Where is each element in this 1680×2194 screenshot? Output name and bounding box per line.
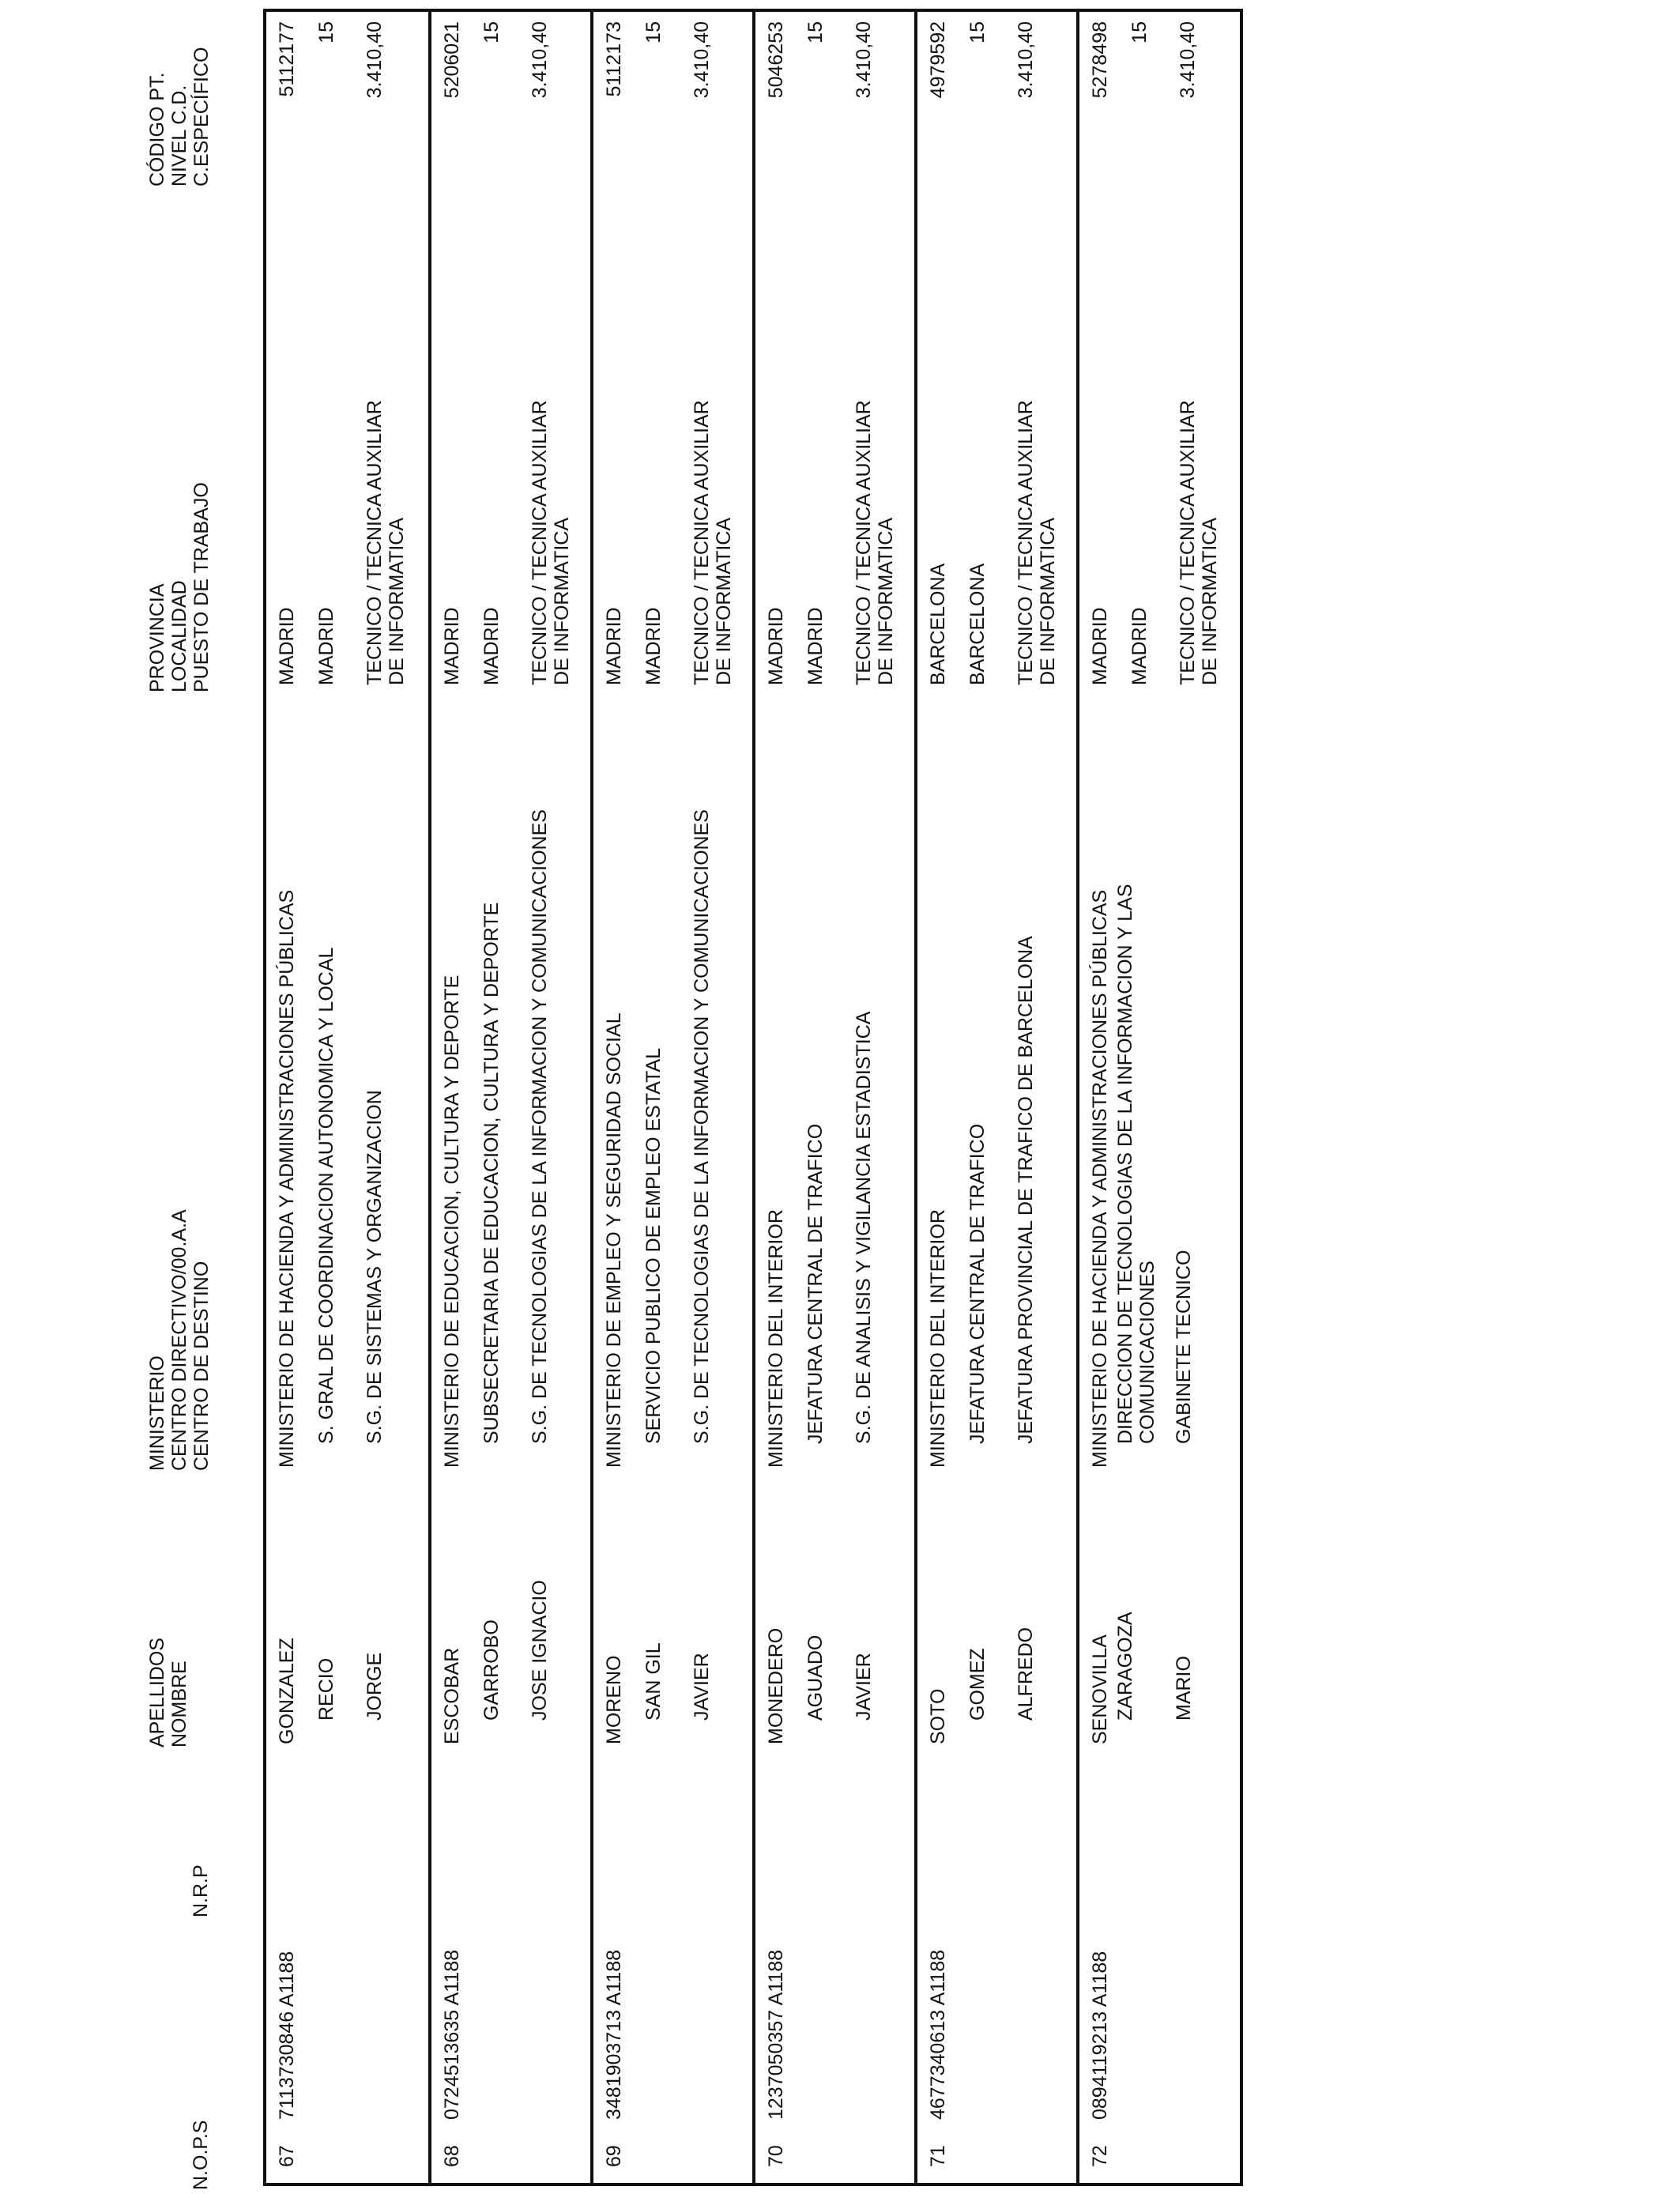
row-nombre: JORGE [363,1652,386,1721]
header-nops-label: N.O.P.S [190,2120,212,2190]
row-nops: 70 [765,2145,787,2167]
row-apellido2: ZARAGOZA [1114,1612,1136,1721]
row-localidad: BARCELONA [966,563,989,685]
row-nops: 71 [927,2145,949,2167]
row-centro-directivo: JEFATURA CENTRAL DE TRAFICO [966,1123,989,1444]
row-ministerio: MINISTERIO DE EDUCACION, CULTURA Y DEPORTE [441,974,463,1468]
row-codigo: 5046253 [765,21,787,99]
row-puesto: TECNICO / TECNICA AUXILIAR DE INFORMATICA [1015,400,1059,685]
assignment-table [263,9,1243,2186]
row-codigo: 5206021 [441,21,463,99]
header-especifico-label: C.ESPECÍFICO [190,47,213,187]
row-provincia: MADRID [276,607,298,685]
row-codigo: 5112177 [276,21,298,97]
row-centro-destino: S.G. DE TECNOLOGIAS DE LA INFORMACION Y COMUNICACIONES [529,809,551,1444]
row-nrp: 3481903713 A1188 [603,1949,625,2120]
row-puesto: TECNICO / TECNICA AUXILIAR DE INFORMATICA [529,400,573,685]
row-ministerio: MINISTERIO DE HACIENDA Y ADMINISTRACIONES PÚBLICAS [276,889,298,1468]
row-centro-directivo: SERVICIO PUBLICO DE EMPLEO ESTATAL [642,1047,665,1444]
row-nops: 67 [276,2145,298,2167]
row-provincia: MADRID [441,607,463,685]
row-centro-directivo: SUBSECRETARIA DE EDUCACION, CULTURA Y DEPORTE [480,902,503,1444]
row-apellido1: SENOVILLA [1089,1634,1111,1744]
row-nivel: 15 [315,21,337,43]
header-nrp [190,1864,212,1917]
row-localidad: MADRID [315,607,337,685]
header-centro-directivo-label: CENTRO DIRECTIVO/00.A.A [168,1209,190,1471]
table-row [590,12,755,2183]
row-apellido2: GOMEZ [966,1648,989,1721]
row-nops: 69 [603,2145,625,2167]
row-puesto: TECNICO / TECNICA AUXILIAR DE INFORMATICA [363,400,408,685]
row-especifico: 3.410,40 [363,21,386,99]
row-localidad: MADRID [480,607,503,685]
row-centro-directivo: JEFATURA CENTRAL DE TRAFICO [804,1123,827,1444]
header-localidad-label: LOCALIDAD [168,580,190,692]
header-nops [190,2120,212,2190]
row-puesto: TECNICO / TECNICA AUXILIAR DE INFORMATICA [1177,400,1221,685]
row-centro-directivo: S. GRAL DE COORDINACION AUTONOMICA Y LOCAL [315,947,337,1444]
row-especifico: 3.410,40 [853,21,875,99]
row-nrp: 1237050357 A1188 [765,1949,787,2120]
header-nivel-label: NIVEL C.D. [168,85,190,187]
header-centro-destino-label: CENTRO DE DESTINO [190,1261,213,1471]
row-apellido2: SAN GIL [642,1642,665,1721]
row-puesto: TECNICO / TECNICA AUXILIAR DE INFORMATICA [853,400,897,685]
row-nombre: ALFREDO [1015,1627,1037,1721]
row-nombre: JOSE IGNACIO [529,1580,551,1721]
row-apellido1: MONEDERO [765,1627,787,1744]
row-apellido1: SOTO [927,1688,949,1744]
row-localidad: MADRID [642,607,665,685]
row-especifico: 3.410,40 [1177,21,1199,99]
row-nrp: 0894119213 A1188 [1089,1951,1111,2120]
row-especifico: 3.410,40 [691,21,713,99]
row-nivel: 15 [966,21,989,43]
row-puesto: TECNICO / TECNICA AUXILIAR DE INFORMATICA [691,400,735,685]
header-apellidos-label: APELLIDOS [146,1638,168,1747]
header-nrp-label: N.R.P [190,1864,212,1917]
row-apellido1: ESCOBAR [441,1647,463,1744]
table-row [752,12,917,2183]
row-nombre: JAVIER [691,1653,713,1721]
row-nrp: 0724513635 A1188 [441,1949,463,2120]
row-ministerio: MINISTERIO DEL INTERIOR [927,1209,949,1468]
row-especifico: 3.410,40 [529,21,551,99]
table-row [914,12,1079,2183]
row-centro-destino: S.G. DE SISTEMAS Y ORGANIZACION [363,1090,386,1444]
header-apellidos-nombre [146,1638,190,1747]
row-localidad: MADRID [804,607,827,685]
row-codigo: 5278498 [1089,21,1111,99]
table-row [428,12,593,2183]
row-nombre: JAVIER [853,1653,875,1721]
row-nombre: MARIO [1173,1656,1195,1721]
row-nrp: 4677340613 A1188 [927,1949,949,2120]
row-ministerio: MINISTERIO DE HACIENDA Y ADMINISTRACIONES PÚBLICAS [1089,889,1111,1468]
header-provincia-label: PROVINCIA [146,583,168,692]
header-ministerio-label: MINISTERIO [146,1355,168,1471]
row-nrp: 7113730846 A1188 [276,1951,298,2120]
row-apellido2: RECIO [315,1657,337,1721]
header-ministerio-centro [146,1209,213,1471]
row-nivel: 15 [1128,21,1151,43]
row-nivel: 15 [804,21,827,43]
header-nombre-label: NOMBRE [168,1661,190,1747]
row-centro-destino: S.G. DE ANALISIS Y VIGILANCIA ESTADISTICA [853,1011,875,1444]
row-ministerio: MINISTERIO DE EMPLEO Y SEGURIDAD SOCIAL [603,1012,625,1468]
row-localidad: MADRID [1128,607,1151,685]
row-apellido2: GARROBO [480,1619,503,1721]
row-provincia: MADRID [765,607,787,685]
row-nivel: 15 [480,21,503,43]
row-apellido1: GONZALEZ [276,1638,298,1744]
table-row [1076,12,1243,2183]
header-provincia-localidad-puesto [146,482,213,692]
row-nivel: 15 [642,21,665,43]
row-centro-destino: S.G. DE TECNOLOGIAS DE LA INFORMACION Y COMUNICACIONES [691,809,713,1444]
row-centro-destino: GABINETE TECNICO [1173,1250,1195,1444]
row-provincia: MADRID [603,607,625,685]
row-codigo: 5112173 [603,21,625,97]
row-ministerio: MINISTERIO DEL INTERIOR [765,1209,787,1468]
row-especifico: 3.410,40 [1015,21,1037,99]
header-puesto-label: PUESTO DE TRABAJO [190,482,213,692]
row-provincia: BARCELONA [927,563,949,685]
row-centro-destino: JEFATURA PROVINCIAL DE TRAFICO DE BARCELONA [1015,936,1037,1444]
row-nops: 72 [1089,2145,1111,2167]
header-codigo-label: CÓDIGO PT. [146,72,168,187]
row-apellido1: MORENO [603,1655,625,1744]
table-row [266,12,428,2183]
row-centro-directivo: DIRECCION DE TECNOLOGIAS DE LA INFORMACION Y LAS COMUNICACIONES [1114,884,1158,1444]
row-apellido2: AGUADO [804,1634,827,1721]
header-codigo-nivel-especifico [146,47,213,187]
row-nops: 68 [441,2145,463,2167]
row-provincia: MADRID [1089,607,1111,685]
row-codigo: 4979592 [927,21,949,99]
